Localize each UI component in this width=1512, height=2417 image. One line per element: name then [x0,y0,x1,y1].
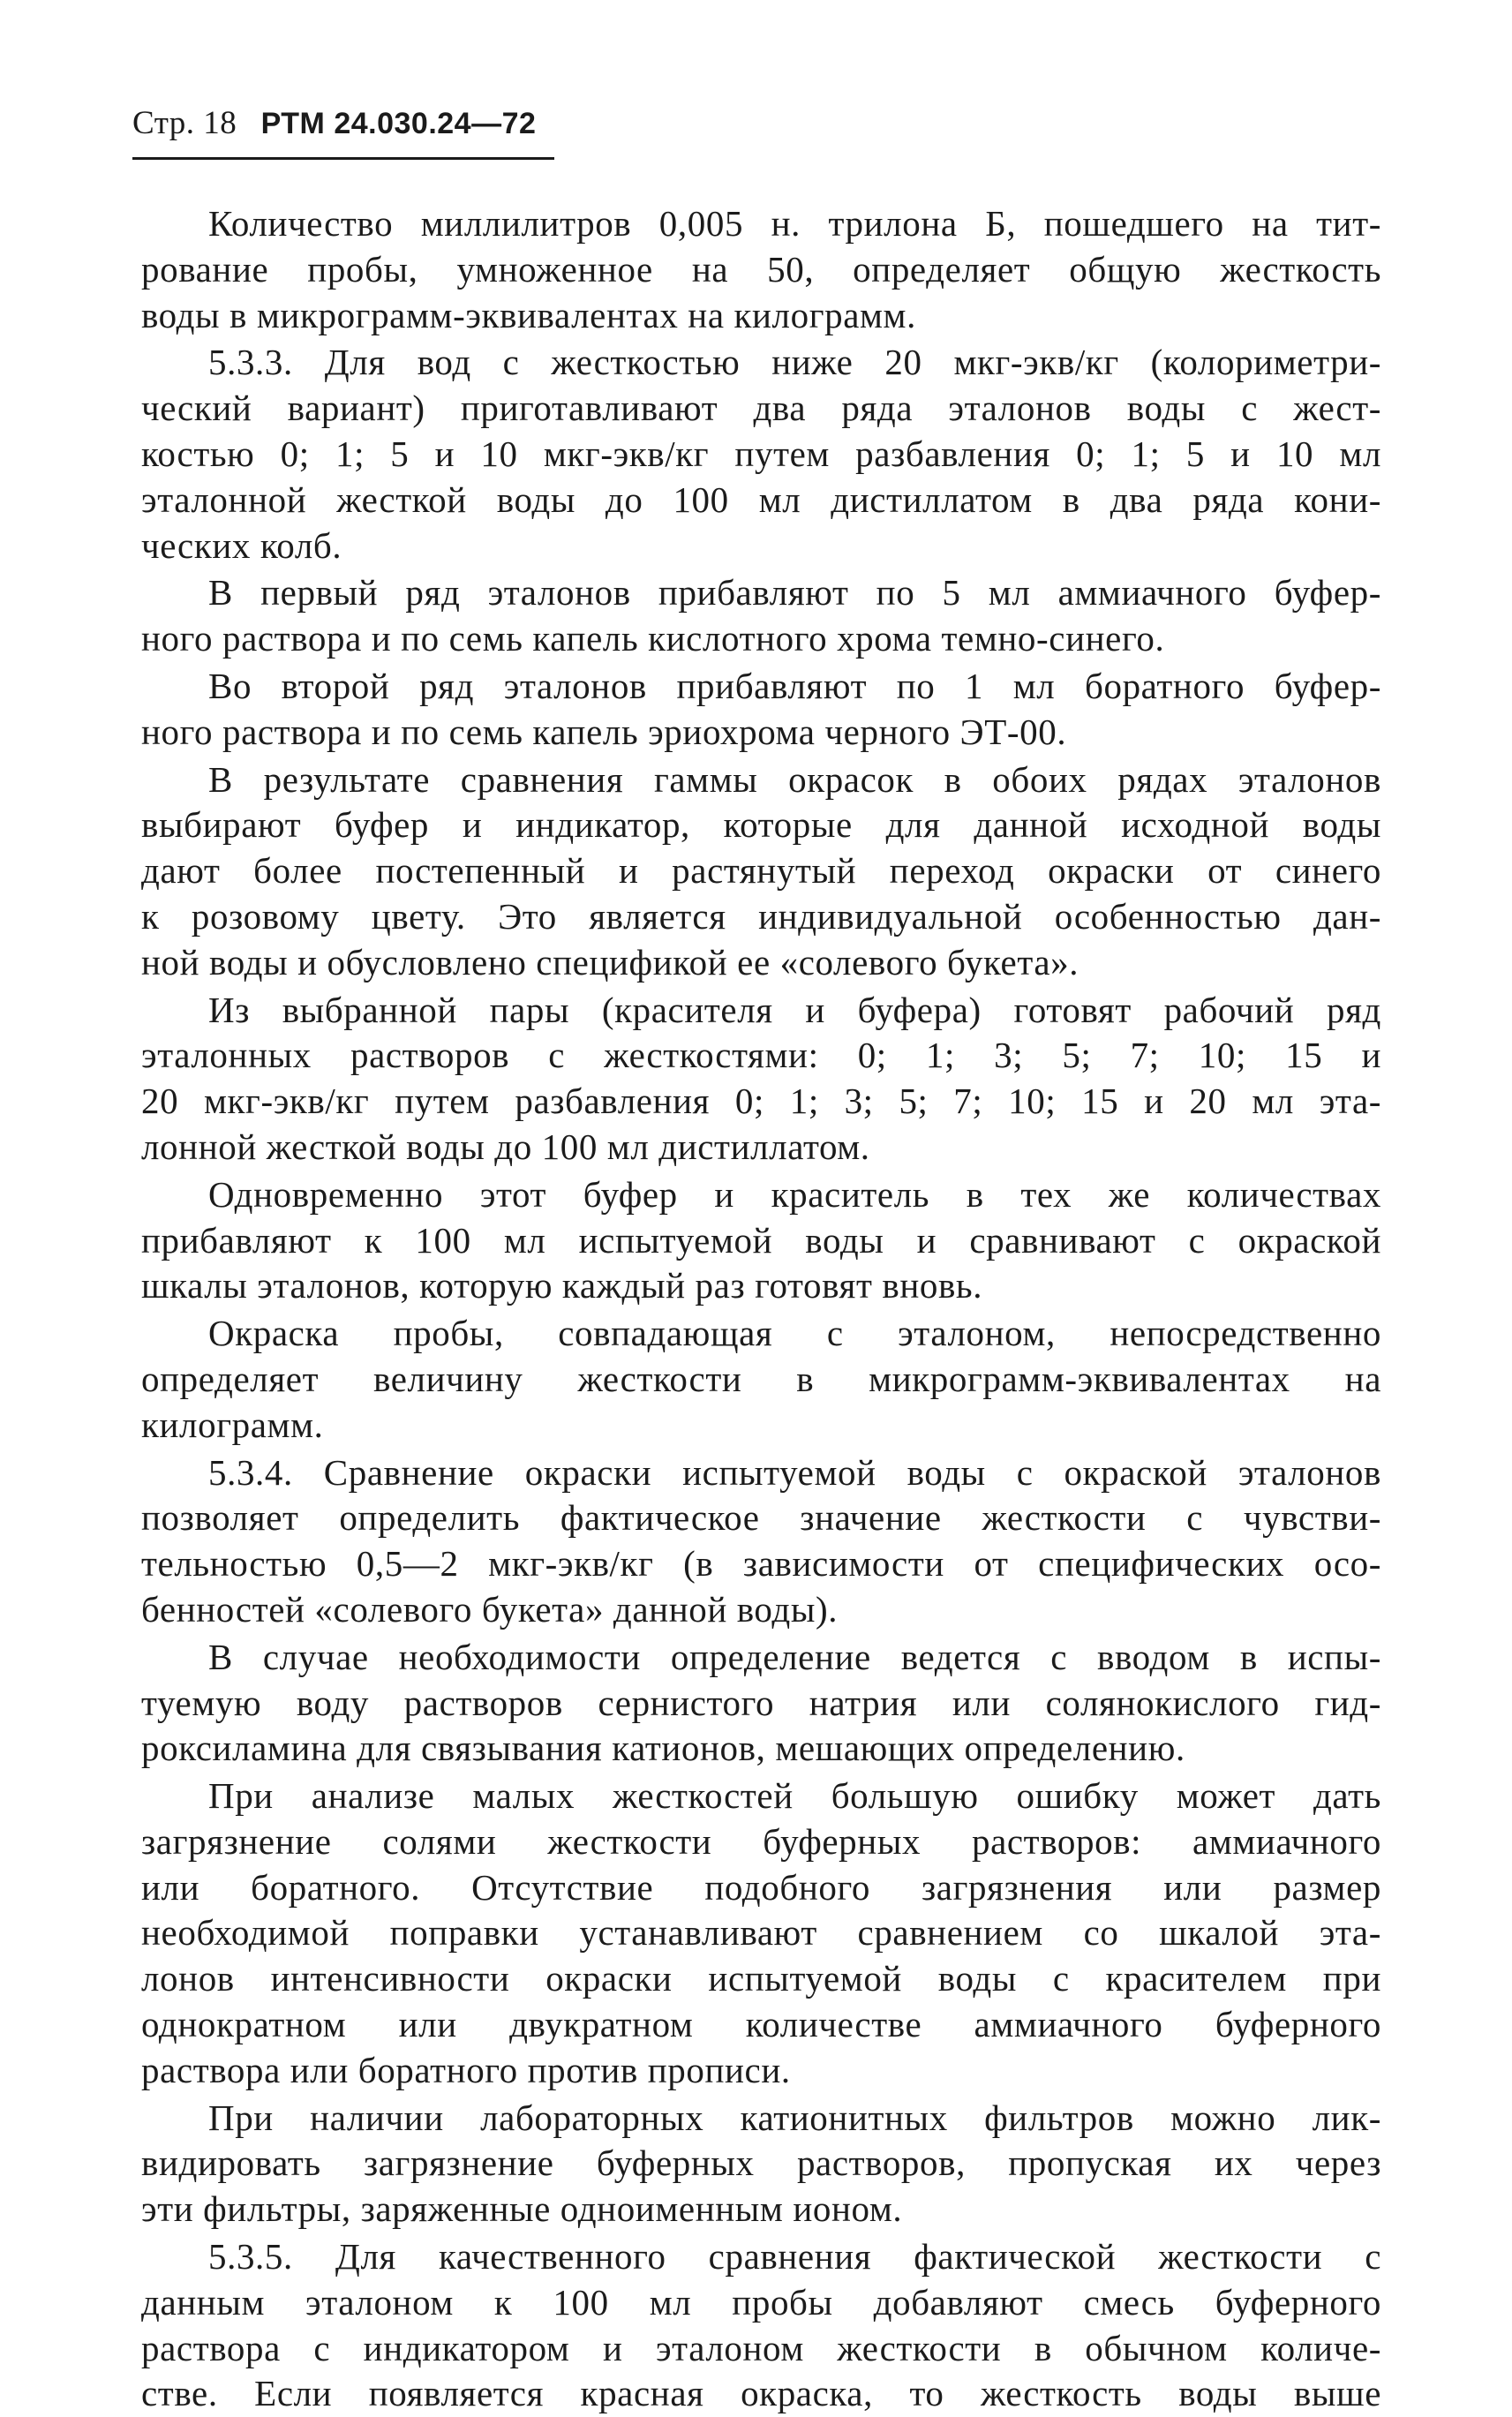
text-line: В случае необходимости определение ведется с вводом в испы- [208,1636,1381,1677]
text-line: к розовому цвету. Это является индивидуальной особенностью дан- [141,895,1381,937]
text-line: Окраска пробы, совпадающая с эталоном, непосредственно [208,1313,1381,1354]
text-line: раствора с индикатором и эталоном жесткости в обычном количе- [141,2327,1381,2368]
text-line: видировать загрязнение буферных растворов, пропуская их через [141,2142,1381,2184]
text-line: бенностей «солевого букета» данной воды). [141,1588,839,1630]
text-line: необходимой поправки устанавливают сравнением со шкалой эта- [141,1912,1381,1954]
text-line: 5.3.4. Сравнение окраски испытуемой воды с окраской эталонов [208,1451,1381,1493]
text-line: костью 0; 1; 5 и 10 мкг-экв/кг путем разбавления 0; 1; 5 и 10 мл [141,433,1381,474]
text-line: раствора или боратного против прописи. [141,2049,791,2090]
text-line: ческих колб. [141,524,342,566]
text-line: тельностью 0,5—2 мкг-экв/кг (в зависимости от специфических осо- [141,1543,1381,1585]
text-line: дают более постепенный и растянутый переход окраски от синего [141,850,1381,892]
text-line: В первый ряд эталонов прибавляют по 5 мл аммиачного буфер- [208,572,1381,614]
text-line: определяет величину жесткости в микрограмм-эквивалентах на [141,1358,1381,1399]
body-text [141,201,1381,2417]
text-line: загрязнение солями жесткости буферных растворов: аммиачного [141,1820,1381,1862]
text-line: стве. Если появляется красная окраска, то жесткость воды выше [141,2373,1381,2414]
text-line: воды в микрограмм-эквивалентах на килограмм. [141,294,916,335]
text-line: 5.3.5. Для качественного сравнения фактической жесткости с [208,2236,1381,2278]
text-line: эталонной жесткой воды до 100 мл дистиллатом в два ряда кони- [141,478,1381,520]
text-line: килограмм. [141,1404,324,1445]
text-line: роксиламина для связывания катионов, мешающих определению. [141,1728,1185,1769]
text-line: или боратного. Отсутствие подобного загрязнения или размер [141,1866,1381,1908]
text-line: эти фильтры, заряженные одноименным ионом. [141,2188,903,2230]
text-line: однократном или двукратном количестве аммиачного буферного [141,2004,1381,2045]
text-line: данным эталоном к 100 мл пробы добавляют смесь буферного [141,2281,1381,2323]
document-code: РТМ 24.030.24—72 [260,107,537,140]
text-line: рование пробы, умноженное на 50, определяет общую жесткость [141,248,1381,290]
text-line: При анализе малых жесткостей большую ошибку может дать [208,1775,1381,1817]
text-line: 5.3.3. Для вод с жесткостью ниже 20 мкг-экв/кг (колориметри- [208,342,1381,383]
text-line: Из выбранной пары (красителя и буфера) готовят рабочий ряд [208,989,1381,1030]
text-line: туемую воду растворов сернистого натрия или солянокислого гид- [141,1682,1381,1723]
page-header [132,104,556,143]
text-line: прибавляют к 100 мл испытуемой воды и сравнивают с окраской [141,1219,1381,1261]
header-rule [132,157,554,160]
text-line: Одновременно этот буфер и краситель в тех же количествах [208,1173,1381,1215]
text-line: Во второй ряд эталонов прибавляют по 1 мл боратного буфер- [208,665,1381,706]
page-number: Стр. 18 [132,105,237,141]
text-line: Количество миллилитров 0,005 н. трилона Б, пошедшего на тит- [208,203,1381,244]
text-line: ческий вариант) приготавливают два ряда эталонов воды с жест- [141,388,1381,429]
text-line: В результате сравнения гаммы окрасок в обоих рядах эталонов [208,758,1381,800]
text-line: эталонных растворов с жесткостями: 0; 1; 3; 5; 7; 10; 15 и [141,1035,1381,1076]
text-line: ного раствора и по семь капель эриохрома черного ЭТ-00. [141,711,1067,752]
text-line: лонной жесткой воды до 100 мл дистиллатом. [141,1126,870,1167]
text-line: позволяет определить фактическое значение жесткости с чувстви- [141,1497,1381,1539]
text-line: ного раствора и по семь капель кислотного хрома темно-синего. [141,618,1165,659]
text-line: 20 мкг-экв/кг путем разбавления 0; 1; 3; 5; 7; 10; 15 и 20 мл эта- [141,1080,1381,1122]
text-line: При наличии лабораторных катионитных фильтров можно лик- [208,2097,1381,2138]
text-line: шкалы эталонов, которую каждый раз готовят вновь. [141,1265,983,1306]
text-line: лонов интенсивности окраски испытуемой воды с красителем при [141,1958,1381,1999]
text-line: ной воды и обусловлено спецификой ее «солевого букета». [141,941,1079,983]
text-line: выбирают буфер и индикатор, которые для данной исходной воды [141,804,1381,846]
